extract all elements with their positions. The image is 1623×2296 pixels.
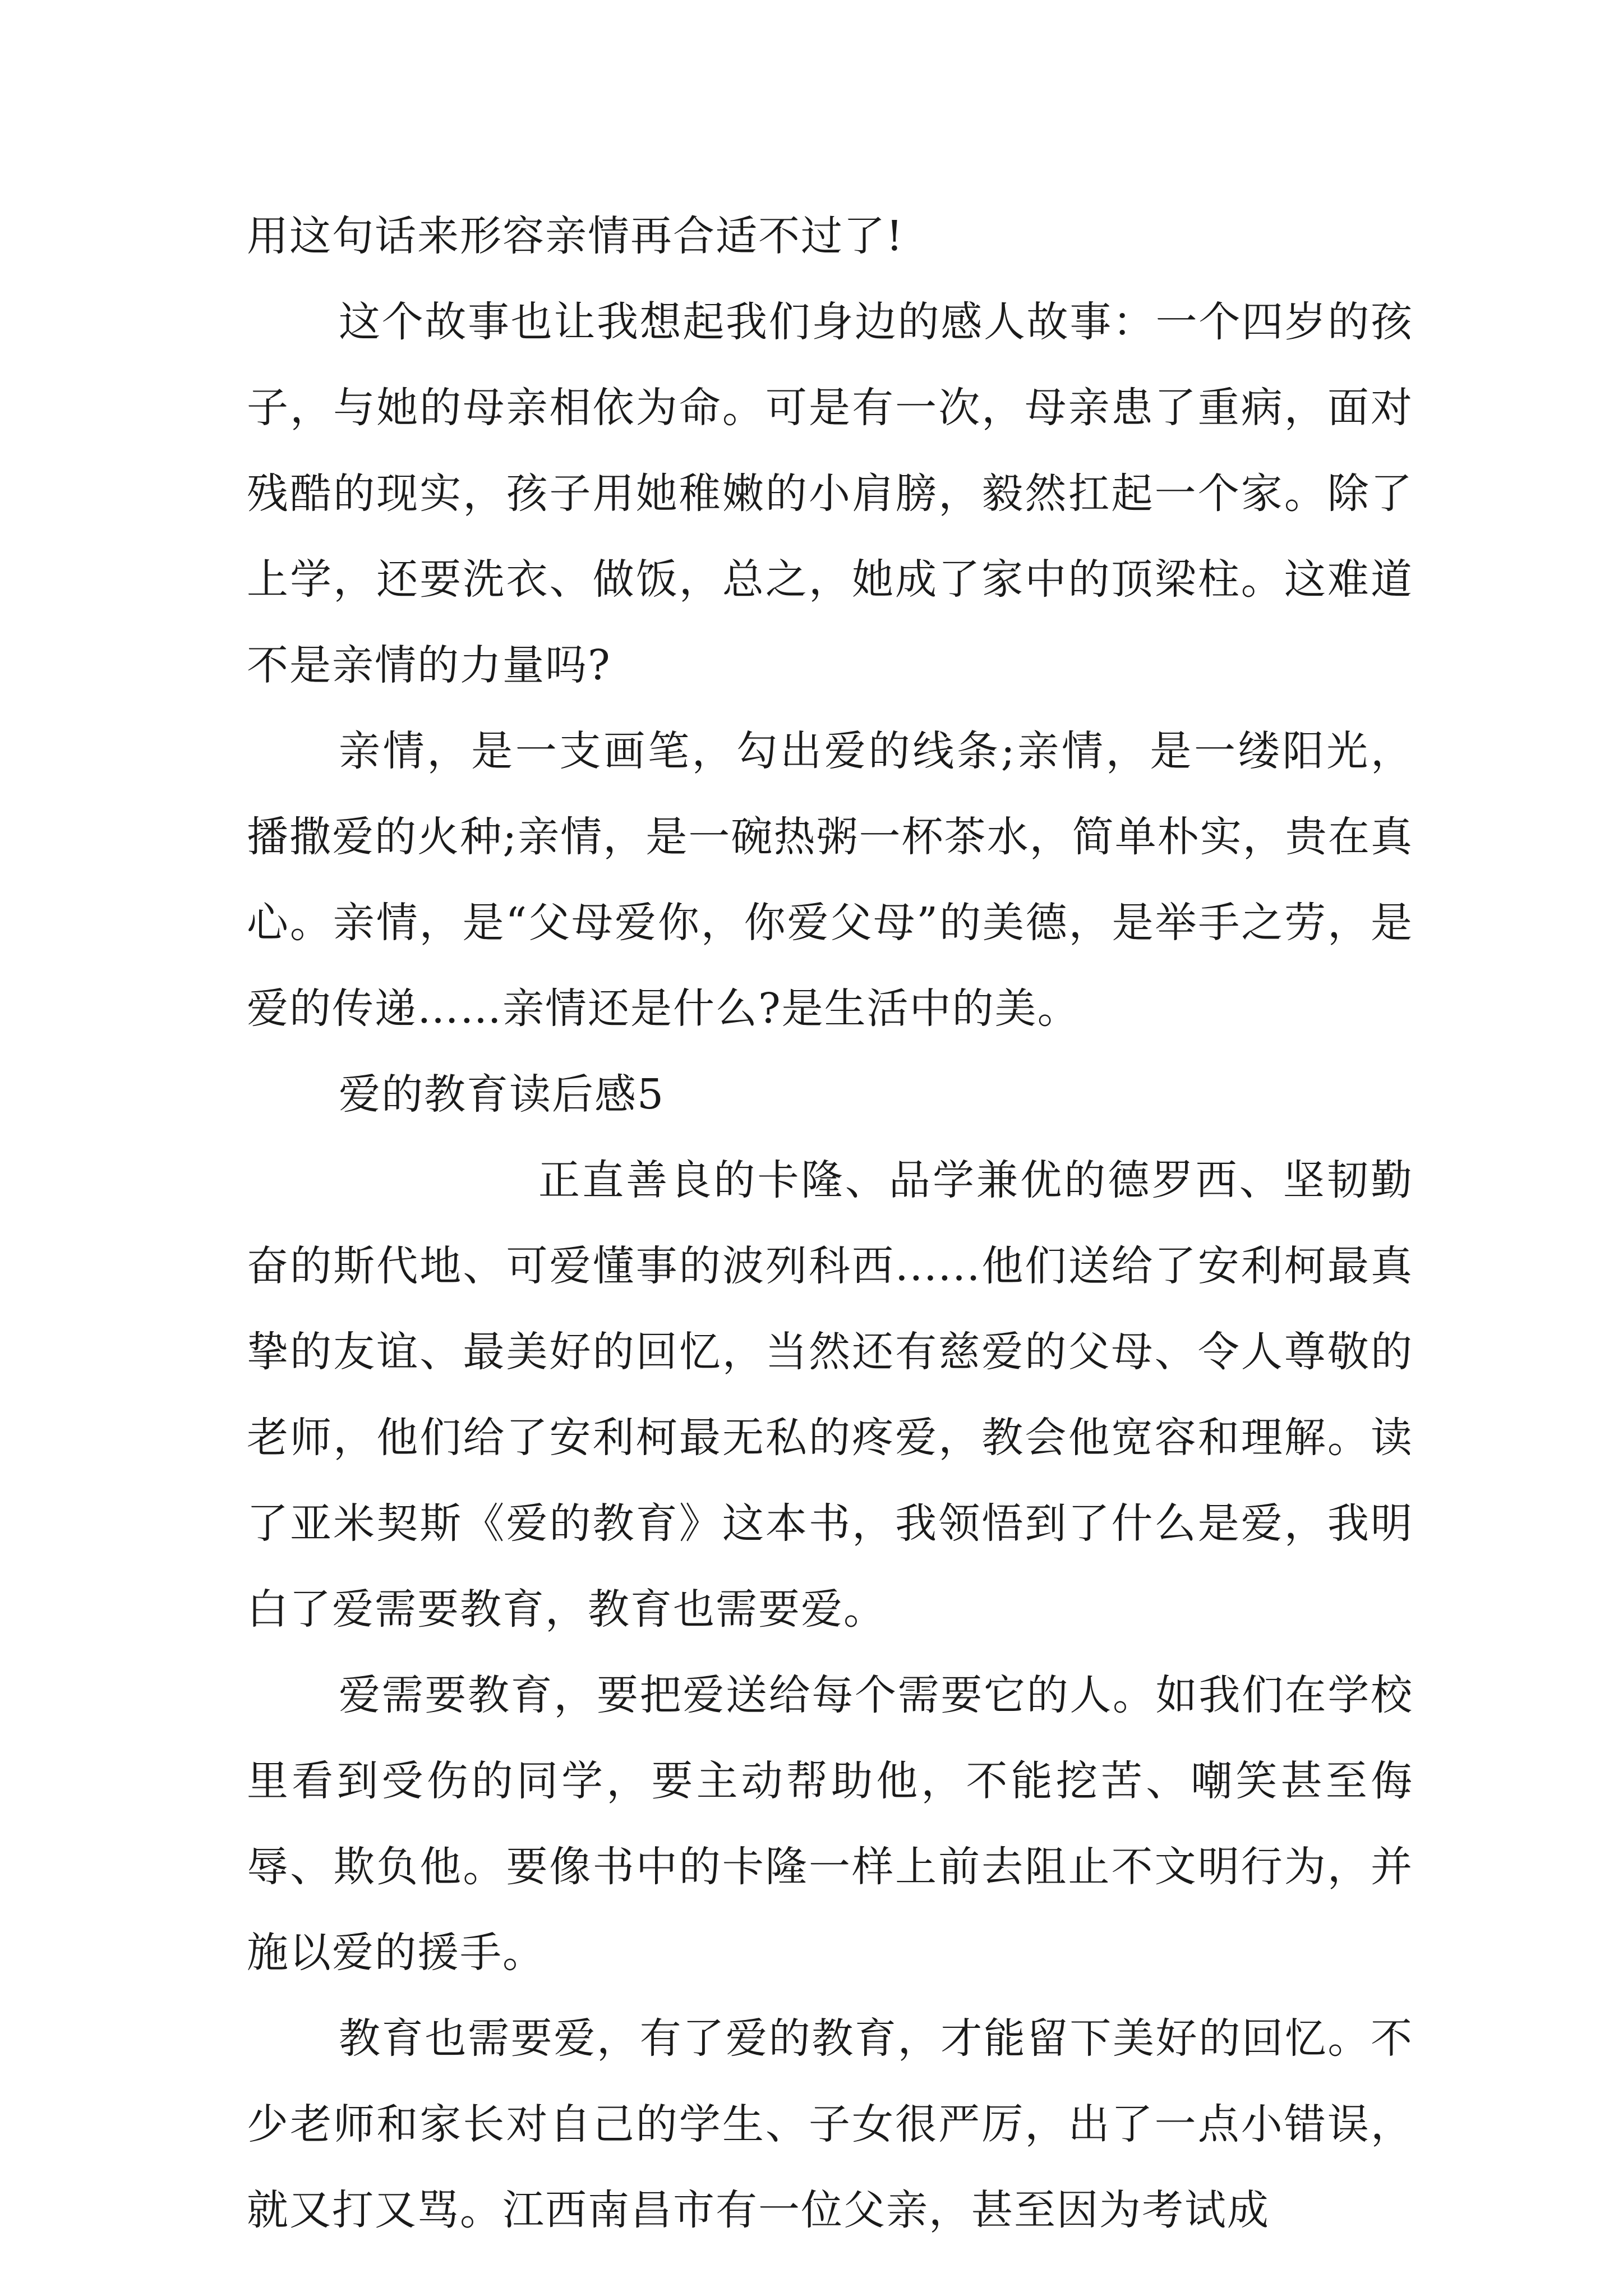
paragraph-1: 用这句话来形容亲情再合适不过了! xyxy=(247,212,904,260)
paragraph-6: 教育也需要爱，有了爱的教育，才能留下美好的回忆。不少老师和家长对自己的学生、子女很严厉，出了一点小错误，就又打又骂。江西南昌市有一位父亲，甚至因为考试成 xyxy=(247,2014,1413,2234)
section-heading: 爱的教育读后感5 xyxy=(339,1070,665,1119)
paragraph-5: 爱需要教育，要把爱送给每个需要它的人。如我们在学校里看到受伤的同学，要主动帮助他，不能挖苦、嘲笑甚至侮辱、欺负他。要像书中的卡隆一样上前去阻止不文明行为，并施以爱的援手。 xyxy=(247,1671,1413,1977)
paragraph-4: 正直善良的卡隆、品学兼优的德罗西、坚韧勤奋的斯代地、可爱懂事的波列科西......他们送给了安利柯最真挚的友谊、最美好的回忆，当然还有慈爱的父母、令人尊敬的老师，他们给了安利柯最无私的疼爱，教会他宽容和理解。读了亚米契斯《爱的教育》这本书，我领悟到了什么是爱，我明白了爱需要教育，教育也需要爱。 xyxy=(247,1156,1413,1634)
paragraph-3: 亲情，是一支画笔，勾出爱的线条;亲情，是一缕阳光，播撒爱的火种;亲情，是一碗热粥一杯茶水，简单朴实，贵在真心。亲情，是“父母爱你，你爱父母”的美德，是举手之劳，是爱的传递……亲情还是什么?是生活中的美。 xyxy=(247,727,1413,1033)
paragraph-2: 这个故事也让我想起我们身边的感人故事：一个四岁的孩子，与她的母亲相依为命。可是有一次，母亲患了重病，面对残酷的现实，孩子用她稚嫩的小肩膀，毅然扛起一个家。除了上学，还要洗衣、做饭，总之，她成了家中的顶梁柱。这难道不是亲情的力量吗? xyxy=(247,298,1413,689)
document-body xyxy=(247,194,1413,2253)
